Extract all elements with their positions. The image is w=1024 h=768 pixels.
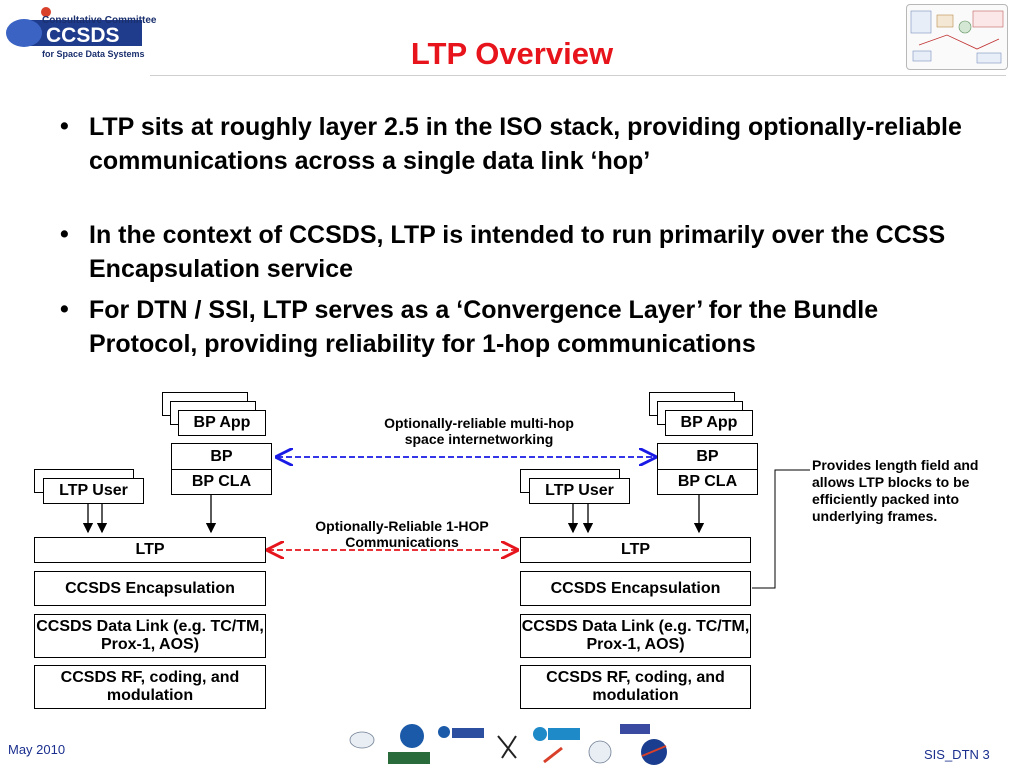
encapsulation-side-note: Provides length field and allows LTP blocks to be efficiently packed into underlying frames.	[812, 457, 979, 524]
ltp-user-right: LTP User	[529, 478, 630, 504]
logo-wordmark: CCSDS	[46, 24, 120, 47]
ltp-user-left: LTP User	[43, 478, 144, 504]
encapsulation-left: CCSDS Encapsulation	[34, 571, 266, 606]
bp-cla-left: BP CLA	[171, 469, 272, 495]
bp-app-right: BP App	[665, 410, 753, 436]
bp-right: BP	[657, 443, 758, 470]
bp-app-left: BP App	[178, 410, 266, 436]
bullet-dot: •	[60, 220, 69, 248]
data-link-right: CCSDS Data Link (e.g. TC/TM, Prox-1, AOS)	[520, 614, 751, 658]
bullet-dot: •	[60, 112, 69, 140]
onehop-note: Optionally-Reliable 1-HOP Communications	[315, 518, 489, 550]
rf-right: CCSDS RF, coding, and modulation	[520, 665, 751, 709]
page-title: LTP Overview	[410, 36, 614, 71]
data-link-left: CCSDS Data Link (e.g. TC/TM, Prox-1, AOS)	[34, 614, 266, 658]
footer-slide-number: SIS_DTN 3	[924, 747, 990, 762]
bp-left: BP	[171, 443, 272, 470]
ltp-left: LTP	[34, 537, 266, 563]
ltp-right: LTP	[520, 537, 751, 563]
bullet-text: In the context of CCSDS, LTP is intended to run primarily over the CCSS Encapsulation service	[89, 221, 946, 283]
footer-date: May 2010	[8, 742, 66, 757]
bullet-text: LTP sits at roughly layer 2.5 in the ISO stack, providing optionally-reliable communications across a single data link ‘hop’	[89, 113, 962, 175]
logo-caption-bottom: for Space Data Systems	[42, 49, 145, 59]
multihop-note: Optionally-reliable multi-hop space internetworking	[384, 415, 574, 447]
rf-left: CCSDS RF, coding, and modulation	[34, 665, 266, 709]
side-note-callout	[752, 470, 810, 588]
agency-logos-icon	[348, 722, 676, 768]
bp-cla-right: BP CLA	[657, 469, 758, 495]
encapsulation-right: CCSDS Encapsulation	[520, 571, 751, 606]
bullet-text: For DTN / SSI, LTP serves as a ‘Convergence Layer’ for the Bundle Protocol, providing reliability for 1-hop communications	[89, 296, 879, 358]
bullet-dot: •	[60, 295, 69, 323]
logo-caption-top: Consultative Committee	[42, 15, 157, 26]
